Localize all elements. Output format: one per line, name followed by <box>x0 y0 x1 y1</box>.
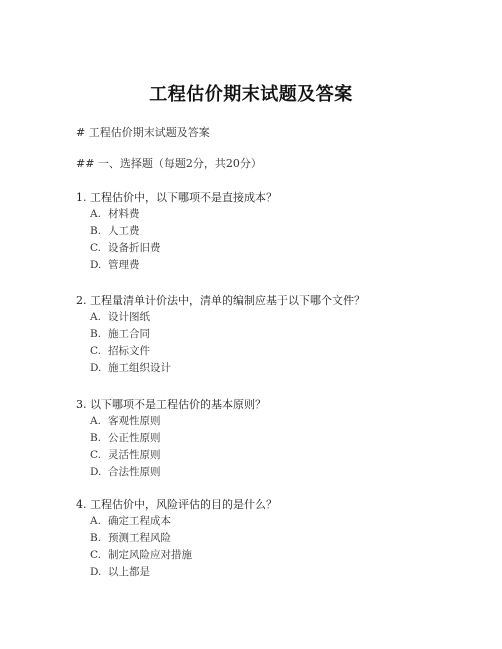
option-a <box>76 309 436 326</box>
option-c <box>76 343 436 360</box>
option-d <box>76 360 436 377</box>
option-letter: A. <box>90 415 101 427</box>
option-letter: D. <box>90 362 102 374</box>
question-4 <box>76 497 436 581</box>
option-text: 招标文件 <box>108 345 150 357</box>
option-text: 设备折旧费 <box>108 242 161 254</box>
option-b <box>76 223 436 240</box>
option-letter: B. <box>90 432 102 444</box>
option-c <box>76 447 436 464</box>
option-text: 预测工程风险 <box>108 532 171 544</box>
option-letter: A. <box>90 311 101 323</box>
option-letter: B. <box>90 225 102 237</box>
option-letter: C. <box>90 242 101 254</box>
option-text: 管理费 <box>108 259 140 271</box>
option-text: 施工组织设计 <box>108 362 171 374</box>
option-b <box>76 430 436 447</box>
option-text: 合法性原则 <box>108 466 161 478</box>
option-text: 材料费 <box>108 208 140 220</box>
option-letter: D. <box>90 259 102 271</box>
question-text: 3. 以下哪项不是工程估价的基本原则？ <box>76 398 266 411</box>
option-letter: A. <box>90 208 101 220</box>
option-text: 灵活性原则 <box>108 449 161 461</box>
option-text: 制定风险应对措施 <box>108 549 192 561</box>
option-c <box>76 240 436 257</box>
markdown-heading-2: ## 一、选择题（每题2分，共20分） <box>76 157 262 170</box>
option-text: 确定工程成本 <box>108 515 171 527</box>
option-letter: D. <box>90 566 102 578</box>
option-text: 以上都是 <box>108 566 150 578</box>
question-1 <box>76 190 436 274</box>
option-text: 设计图纸 <box>108 311 150 323</box>
question-3 <box>76 397 436 481</box>
option-letter: A. <box>90 515 101 527</box>
question-text: 2. 工程量清单计价法中，清单的编制应基于以下哪个文件？ <box>76 294 365 307</box>
option-a <box>76 513 436 530</box>
option-letter: B. <box>90 328 102 340</box>
option-letter: D. <box>90 466 102 478</box>
option-text: 客观性原则 <box>108 415 161 427</box>
option-letter: C. <box>90 345 101 357</box>
question-text: 1. 工程估价中，以下哪项不是直接成本？ <box>76 191 277 204</box>
question-text: 4. 工程估价中，风险评估的目的是什么？ <box>76 498 277 511</box>
markdown-heading-1: # 工程估价期末试题及答案 <box>76 126 210 139</box>
option-text: 人工费 <box>108 225 140 237</box>
document-title: 工程估价期末试题及答案 <box>149 84 353 105</box>
option-text: 施工合同 <box>108 328 150 340</box>
question-2 <box>76 293 436 377</box>
option-text: 公正性原则 <box>108 432 161 444</box>
option-c <box>76 547 436 564</box>
option-a <box>76 413 436 430</box>
option-letter: B. <box>90 532 102 544</box>
option-b <box>76 530 436 547</box>
option-d <box>76 257 436 274</box>
option-a <box>76 206 436 223</box>
option-b <box>76 326 436 343</box>
option-d <box>76 464 436 481</box>
option-letter: C. <box>90 549 101 561</box>
option-d <box>76 564 436 581</box>
option-letter: C. <box>90 449 101 461</box>
